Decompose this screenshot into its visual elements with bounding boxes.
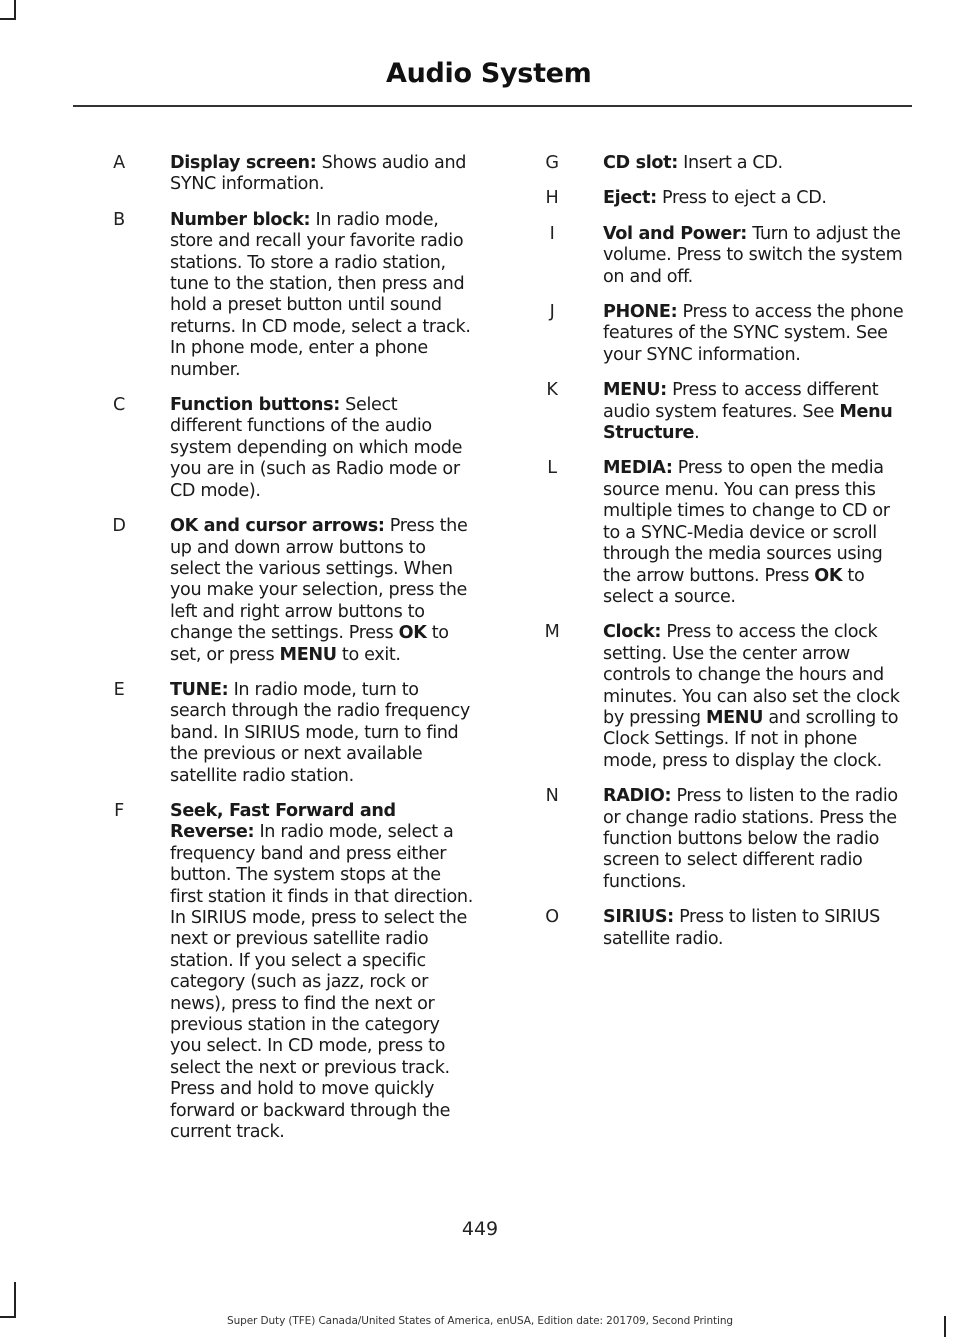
entry-term: SIRIUS: <box>603 907 674 928</box>
entry-letter: H <box>545 188 559 209</box>
entry-term: TUNE: <box>170 679 229 700</box>
entry-term: Clock: <box>603 622 662 643</box>
entry-text: Select different functions of the audio system depending on which mode you are in (such as Radio mode or CD mode). <box>170 395 463 501</box>
entry-letter: F <box>114 800 124 821</box>
legend-entry-e <box>107 680 473 787</box>
entry-letter: B <box>113 209 125 230</box>
page-title: Audio System <box>386 58 592 89</box>
entry-text: Turn to adjust the volume. Press to switch the system on and off. <box>603 223 903 287</box>
crop-mark-top-left-v <box>14 0 16 20</box>
entry-letter: D <box>112 516 126 537</box>
entry-text: and scrolling to Clock Settings. If not in phone mode, press to display the clock. <box>603 707 899 771</box>
legend-entry-d <box>107 516 473 666</box>
legend-entry-g <box>540 153 910 174</box>
left-column <box>107 153 473 1157</box>
keyword-menu-structure: Menu Structure <box>603 401 893 444</box>
entry-letter: N <box>545 786 559 807</box>
entry-text: In radio mode, store and recall your favorite radio stations. To store a radio station, tune to the station, then press and hold a preset button until sound returns. In CD mode, select a track. In phone mode, enter a phone number. <box>170 209 471 380</box>
header-divider <box>73 105 912 107</box>
entry-text: to exit. <box>336 644 401 665</box>
legend-entry-j <box>540 302 910 366</box>
entry-text: Press to listen to SIRIUS satellite radio. <box>603 907 880 949</box>
page-number: 449 <box>461 1218 499 1240</box>
entry-text: Press the up and down arrow buttons to select the various settings. When you make your selection, press the left and right arrow buttons to change the settings. Press <box>170 516 468 644</box>
entry-text: Press to access the clock setting. Use the center arrow controls to change the hours and minutes. You can also set the clock by pressing <box>603 622 900 728</box>
entry-term: RADIO: <box>603 786 672 807</box>
legend-entry-n <box>540 786 910 893</box>
keyword-ok: OK <box>398 623 427 644</box>
entry-letter: J <box>549 302 555 323</box>
entry-term: Vol and Power: <box>603 223 747 244</box>
entry-text: Press to access different audio system features. See <box>603 380 879 422</box>
legend-entry-m <box>540 622 910 772</box>
entry-text: In radio mode, select a frequency band and press either button. The system stops at the first station it finds in that direction. In SIRIUS mode, press to select the next or previous satellite radio station. If you select a specific category (such as jazz, rock or news), press to find the next or previous station in the category you select. In CD mode, press to select the next or previous track. Press and hold to move quickly forward or backward through the current track. <box>170 822 473 1143</box>
footer-edition-info: Super Duty (TFE) Canada/United States of America, enUSA, Edition date: 201709, Second Printing <box>227 1315 733 1327</box>
entry-letter: O <box>545 907 559 928</box>
entry-term: Function buttons: <box>170 395 340 416</box>
keyword-ok: OK <box>814 565 843 586</box>
entry-term: CD slot: <box>603 153 678 173</box>
entry-text: Press to eject a CD. <box>656 188 827 209</box>
entry-text: Press to open the media source menu. You can press this multiple times to change to CD or to a SYNC-Media device or scroll through the media sources using the arrow buttons. Press <box>603 458 890 586</box>
entry-letter: I <box>549 223 555 244</box>
keyword-menu: MENU <box>279 644 337 665</box>
legend-entry-c <box>107 395 473 502</box>
entry-term: MENU: <box>603 380 667 401</box>
entry-letter: M <box>544 622 560 643</box>
legend-entry-o <box>540 907 910 950</box>
entry-letter: L <box>547 458 557 479</box>
entry-term: Display screen: <box>170 153 317 173</box>
entry-term: PHONE: <box>603 302 678 323</box>
entry-letter: E <box>113 679 125 700</box>
crop-mark-top-left-h <box>0 18 16 20</box>
entry-text: to set, or press <box>170 623 449 665</box>
entry-term: Seek, Fast Forward and Reverse: <box>170 800 396 843</box>
entry-text: to select a source. <box>603 565 865 607</box>
legend-entry-h <box>540 188 910 209</box>
legend-entry-l <box>540 458 910 608</box>
legend-entry-a <box>107 153 473 196</box>
entry-letter: A <box>113 153 125 173</box>
entry-letter: G <box>545 153 559 173</box>
entry-text: Insert a CD. <box>677 153 783 173</box>
entry-term: MEDIA: <box>603 458 673 479</box>
entry-text: . <box>694 423 700 444</box>
entry-text: Press to listen to the radio or change radio stations. Press the function buttons below the radio screen to select different radio functions. <box>603 786 898 892</box>
crop-mark-bottom-left-v <box>14 1282 16 1318</box>
legend-entry-k <box>540 380 910 444</box>
entry-term: Number block: <box>170 209 311 230</box>
legend-entry-i <box>540 224 910 288</box>
legend-entry-f <box>107 801 473 1144</box>
keyword-menu: MENU <box>705 707 764 728</box>
entry-letter: K <box>546 380 558 401</box>
legend-entry-b <box>107 210 473 381</box>
entry-text: Press to access the phone features of the SYNC system. See your SYNC information. <box>603 302 904 365</box>
entry-letter: C <box>113 395 125 416</box>
entry-text: In radio mode, turn to search through the radio frequency band. In SIRIUS mode, turn to find the previous or next available satellite radio station. <box>170 679 470 786</box>
entry-term: Eject: <box>603 188 657 209</box>
right-column <box>540 153 910 964</box>
entry-term: OK and cursor arrows: <box>170 516 385 537</box>
entry-text: Shows audio and SYNC information. <box>170 153 467 195</box>
